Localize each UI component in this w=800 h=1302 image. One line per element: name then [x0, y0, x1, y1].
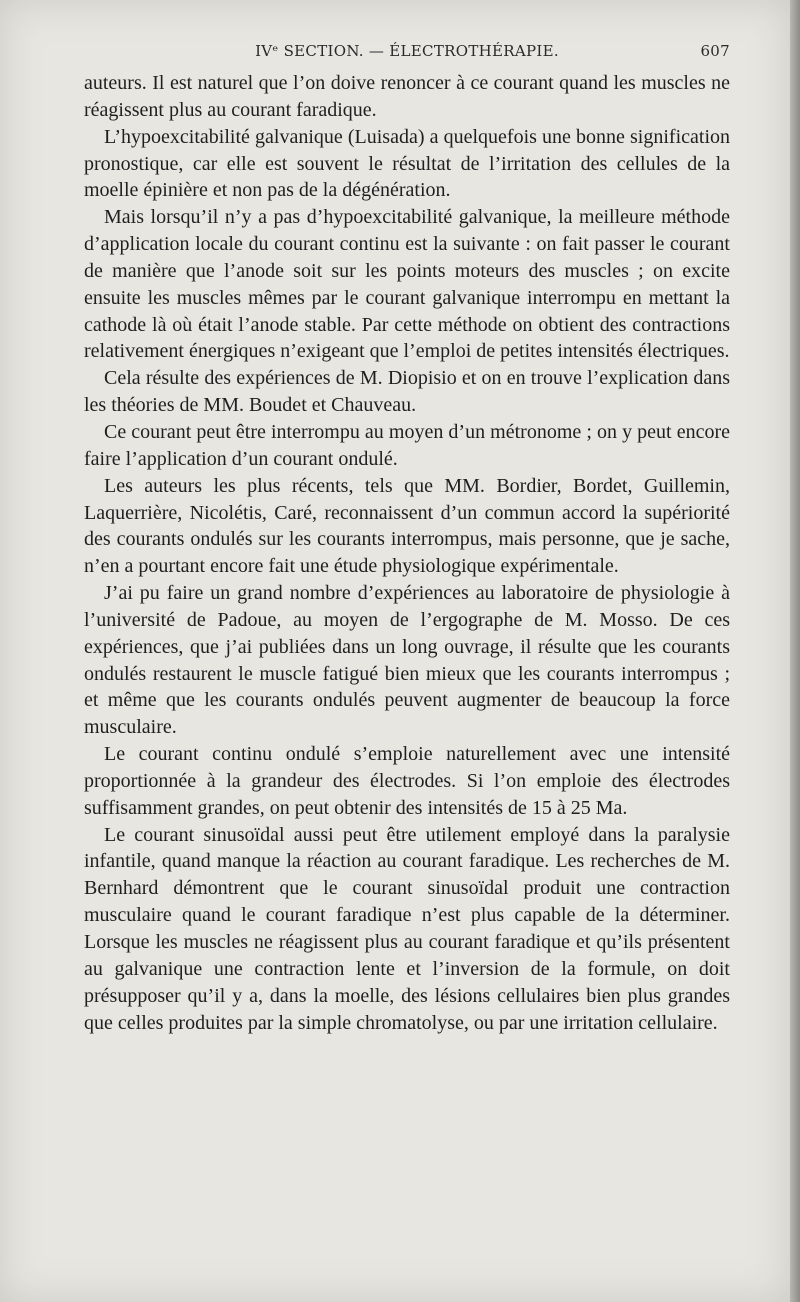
paragraph-3: Mais lorsqu’il n’y a pas d’hypoexcitabilité galvanique, la meilleure méthode d’application locale du courant continu est la suivante : on fait passer le courant de manière que l’anode soit sur les points moteurs des muscles ; on excite ensuite les muscles mêmes par le courant galvanique interrompu en mettant la cathode là où était l’anode stable. Par cette méthode on obtient des contractions relativement énergiques n’exigeant que l’emploi de petites intensités électriques. [84, 206, 730, 363]
paragraph-8: Le courant continu ondulé s’emploie naturellement avec une intensité proportionnée à la grandeur des électrodes. Si l’on emploie des électrodes suffisamment grandes, on peut obtenir des intensités de 15 à 25 Ma. [84, 743, 730, 819]
paragraph-9: Le courant sinusoïdal aussi peut être utilement employé dans la paralysie infantile, quand manque la réaction au courant faradique. Les recherches de M. Bernhard démontrent que le courant sinusoïdal produit une contraction musculaire quand le courant faradique n’est plus capable de la déterminer. Lorsque les muscles ne réagissent plus au courant faradique et qu’ils présentent au galvanique une contraction lente et l’inversion de la formule, on doit présupposer qu’il y a, dans la moelle, des lésions cellulaires bien plus grandes que celles produites par la simple chromatolyse, ou par une irritation cellulaire. [84, 823, 730, 1034]
paragraph-1: auteurs. Il est naturel que l’on doive renoncer à ce courant quand les muscles ne réagissent plus au courant faradique. [84, 72, 730, 121]
paragraph-2: L’hypoexcitabilité galvanique (Luisada) a quelquefois une bonne signification pronostique, car elle est souvent le résultat de l’irritation des cellules de la moelle épinière et non pas de la dégénération. [84, 125, 730, 202]
page-number: 607 [700, 42, 730, 60]
paragraph-5: Ce courant peut être interrompu au moyen d’un métronome ; on y peut encore faire l’application d’un courant ondulé. [84, 420, 730, 470]
paragraph-7: J’ai pu faire un grand nombre d’expériences au laboratoire de physiologie à l’université de Padoue, au moyen de l’ergographe de M. Mosso. De ces expériences, que j’ai publiées dans un long ouvrage, il résulte que les courants ondulés restaurent le muscle fatigué bien mieux que les courants interrompus ; et même que les courants ondulés peuvent augmenter de beaucoup la force musculaire. [84, 582, 730, 739]
running-head [84, 42, 730, 66]
body-text [84, 70, 730, 1036]
paragraph-4: Cela résulte des expériences de M. Diopisio et on en trouve l’explication dans les théories de MM. Boudet et Chauveau. [84, 367, 730, 417]
paragraph-6: Les auteurs les plus récents, tels que MM. Bordier, Bordet, Guillemin, Laquerrière, Nicolétis, Caré, reconnaissent d’un commun accord la supériorité des courants ondulés sur les courants interrompus, mais personne, que je sache, n’en a pourtant encore fait une étude physiologique expérimentale. [84, 474, 730, 578]
section-title: IVᵉ SECTION. — ÉLECTROTHÉRAPIE. [255, 42, 559, 60]
page-edge [790, 0, 800, 1302]
